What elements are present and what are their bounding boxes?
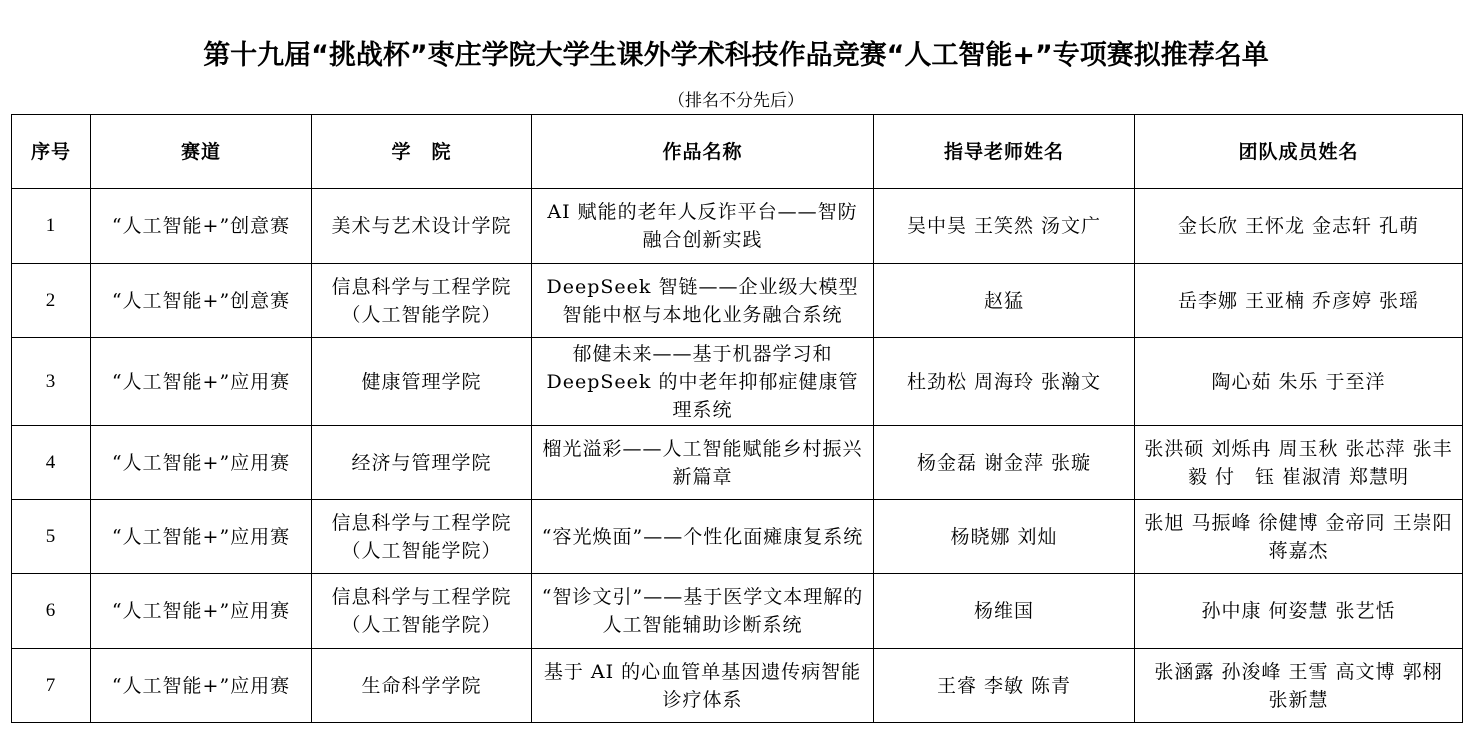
row-members: 张旭 马振峰 徐健博 金帝同 王崇阳 蒋嘉杰 xyxy=(1135,500,1463,574)
table-row xyxy=(12,264,1463,338)
row-track: “人工智能+”应用赛 xyxy=(91,574,312,649)
row-number: 4 xyxy=(12,426,91,500)
header-college: 学 院 xyxy=(312,115,532,189)
row-number: 7 xyxy=(12,649,91,723)
row-number: 3 xyxy=(12,338,91,426)
row-number: 2 xyxy=(12,264,91,338)
row-advisors: 吴中昊 王笑然 汤文广 xyxy=(874,189,1135,264)
row-project: 榴光溢彩——人工智能赋能乡村振兴新篇章 xyxy=(532,426,874,500)
row-advisors: 王睿 李敏 陈青 xyxy=(874,649,1135,723)
row-members: 金长欣 王怀龙 金志轩 孔萌 xyxy=(1135,189,1463,264)
row-advisors: 赵猛 xyxy=(874,264,1135,338)
row-project: “智诊文引”——基于医学文本理解的人工智能辅助诊断系统 xyxy=(532,574,874,649)
row-track: “人工智能+”应用赛 xyxy=(91,649,312,723)
table-row xyxy=(12,649,1463,723)
row-number: 6 xyxy=(12,574,91,649)
row-project: “容光焕面”——个性化面瘫康复系统 xyxy=(532,500,874,574)
header-advisors: 指导老师姓名 xyxy=(874,115,1135,189)
row-members: 岳李娜 王亚楠 乔彦婷 张瑶 xyxy=(1135,264,1463,338)
header-number: 序号 xyxy=(12,115,91,189)
row-college: 生命科学学院 xyxy=(312,649,532,723)
header-track: 赛道 xyxy=(91,115,312,189)
row-track: “人工智能+”创意赛 xyxy=(91,189,312,264)
table-row xyxy=(12,338,1463,426)
row-advisors: 杨晓娜 刘灿 xyxy=(874,500,1135,574)
row-track: “人工智能+”应用赛 xyxy=(91,500,312,574)
row-college: 健康管理学院 xyxy=(312,338,532,426)
row-college: 信息科学与工程学院（人工智能学院） xyxy=(312,574,532,649)
document-subtitle: （排名不分先后） xyxy=(668,91,804,111)
row-number: 1 xyxy=(12,189,91,264)
row-members: 陶心茹 朱乐 于至洋 xyxy=(1135,338,1463,426)
row-members: 张洪硕 刘烁冉 周玉秋 张芯萍 张丰毅 付 钰 崔淑清 郑慧明 xyxy=(1135,426,1463,500)
row-advisors: 杜劲松 周海玲 张瀚文 xyxy=(874,338,1135,426)
row-college: 美术与艺术设计学院 xyxy=(312,189,532,264)
row-college: 信息科学与工程学院（人工智能学院） xyxy=(312,500,532,574)
row-advisors: 杨维国 xyxy=(874,574,1135,649)
table-header-row xyxy=(12,115,1463,189)
row-track: “人工智能+”创意赛 xyxy=(91,264,312,338)
row-project: DeepSeek 智链——企业级大模型智能中枢与本地化业务融合系统 xyxy=(532,264,874,338)
row-members: 孙中康 何姿慧 张艺恬 xyxy=(1135,574,1463,649)
row-number: 5 xyxy=(12,500,91,574)
row-project: AI 赋能的老年人反诈平台——智防融合创新实践 xyxy=(532,189,874,264)
header-members: 团队成员姓名 xyxy=(1135,115,1463,189)
row-track: “人工智能+”应用赛 xyxy=(91,338,312,426)
row-track: “人工智能+”应用赛 xyxy=(91,426,312,500)
row-project: 郁健未来——基于机器学习和 DeepSeek 的中老年抑郁症健康管理系统 xyxy=(532,338,874,426)
table-row xyxy=(12,189,1463,264)
document-title: 第十九届“挑战杯”枣庄学院大学生课外学术科技作品竞赛“人工智能+”专项赛拟推荐名单 xyxy=(203,40,1269,71)
row-college: 信息科学与工程学院（人工智能学院） xyxy=(312,264,532,338)
row-college: 经济与管理学院 xyxy=(312,426,532,500)
recommendation-table xyxy=(11,114,1463,723)
row-advisors: 杨金磊 谢金萍 张璇 xyxy=(874,426,1135,500)
header-project: 作品名称 xyxy=(532,115,874,189)
table-row xyxy=(12,574,1463,649)
table-row xyxy=(12,500,1463,574)
table-row xyxy=(12,426,1463,500)
row-members: 张涵露 孙浚峰 王雪 高文博 郭栩 张新慧 xyxy=(1135,649,1463,723)
row-project: 基于 AI 的心血管单基因遗传病智能诊疗体系 xyxy=(532,649,874,723)
